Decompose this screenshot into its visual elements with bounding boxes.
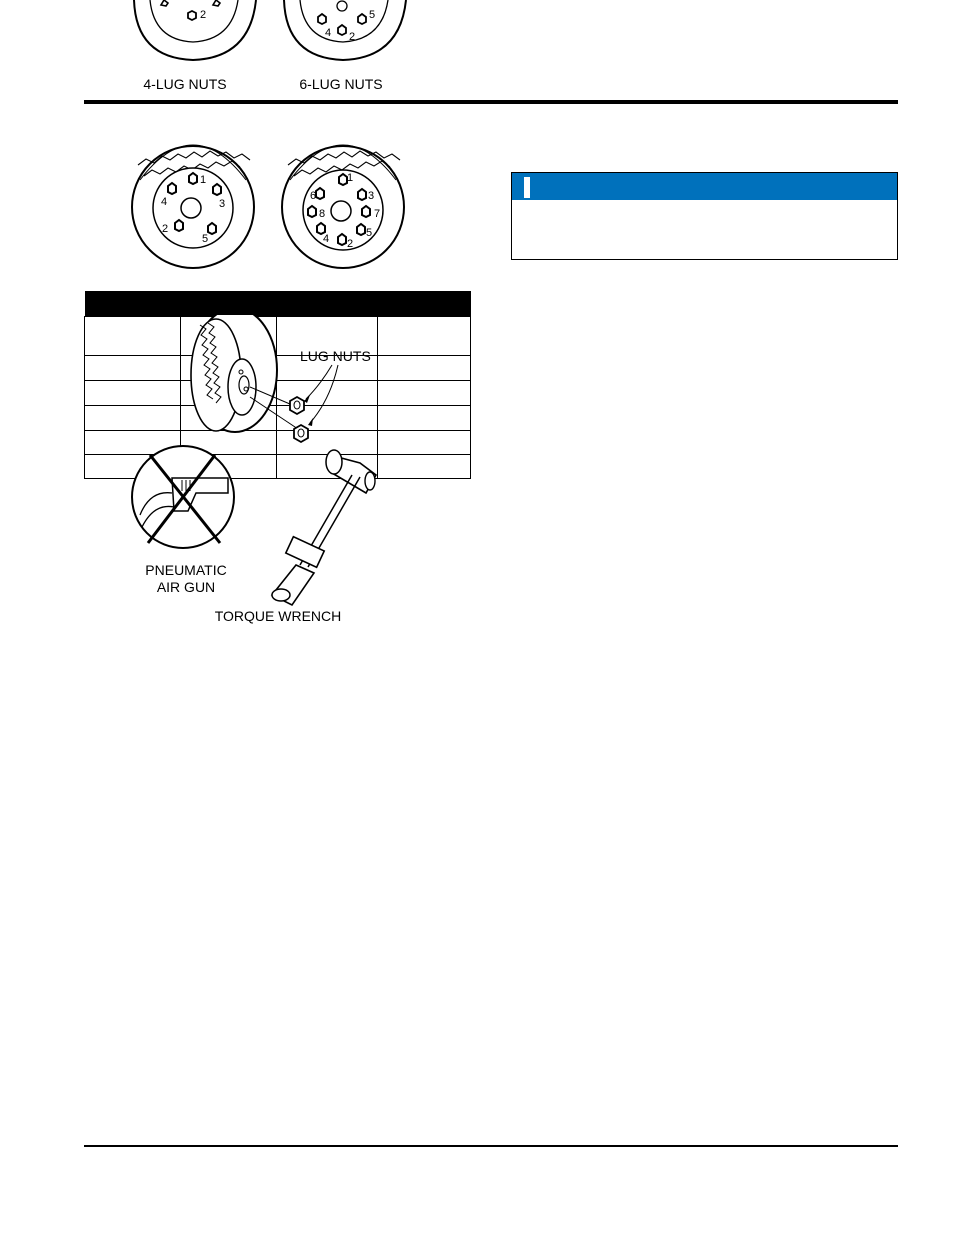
four-lug-wheel-partial xyxy=(134,0,256,60)
lug-number: 4 xyxy=(323,233,330,245)
lug-nut-upper xyxy=(290,397,304,414)
five-lug-wheel xyxy=(132,145,254,268)
lug-nut-lower xyxy=(294,425,308,442)
lug-number: 1 xyxy=(347,172,354,184)
notice-marker-icon xyxy=(524,177,530,198)
lug-number: 7 xyxy=(374,208,381,220)
notice-text xyxy=(512,200,897,216)
torque-wrench-drawing xyxy=(272,450,376,605)
four-lug-caption: 4-LUG NUTS xyxy=(143,76,227,92)
torque-wrench-caption: TORQUE WRENCH xyxy=(214,608,342,624)
lug-number: 2 xyxy=(347,238,354,250)
notice-box xyxy=(511,172,898,260)
top-wheels-figure xyxy=(120,0,420,70)
svg-text:4: 4 xyxy=(325,27,332,39)
air-gun-caption-line1: PNEUMATIC xyxy=(145,562,227,578)
lug-number: 5 xyxy=(366,227,373,239)
six-lug-wheel-partial xyxy=(284,0,406,60)
side-wheel-drawing xyxy=(191,315,277,432)
lug-number: 3 xyxy=(219,198,226,210)
lug-number: 8 xyxy=(319,208,326,220)
eight-lug-wheel xyxy=(282,145,404,268)
footer-rule xyxy=(84,1145,898,1147)
air-gun-caption xyxy=(126,562,246,596)
lug-number: 6 xyxy=(310,190,317,202)
table-header-cell xyxy=(378,291,471,317)
table-header-cell xyxy=(180,291,277,317)
lug-number: 5 xyxy=(202,233,209,245)
air-gun-caption-line2: AIR GUN xyxy=(156,579,216,595)
notice-header-bar xyxy=(512,173,897,200)
table-header-cell xyxy=(277,291,378,317)
wheels-figure xyxy=(120,120,420,295)
lug-number: 1 xyxy=(200,174,207,186)
lug-number: 2 xyxy=(162,223,169,235)
svg-text:5: 5 xyxy=(369,9,376,21)
lug-number: 3 xyxy=(368,190,375,202)
six-lug-caption: 6-LUG NUTS xyxy=(299,76,383,92)
svg-text:2: 2 xyxy=(200,9,207,21)
table-header-cell xyxy=(85,291,181,317)
svg-text:2: 2 xyxy=(349,31,356,43)
table-header-row xyxy=(85,291,471,317)
lug-number: 4 xyxy=(161,196,168,208)
lug-nuts-label: LUG NUTS xyxy=(300,348,371,364)
section-divider xyxy=(84,100,898,104)
